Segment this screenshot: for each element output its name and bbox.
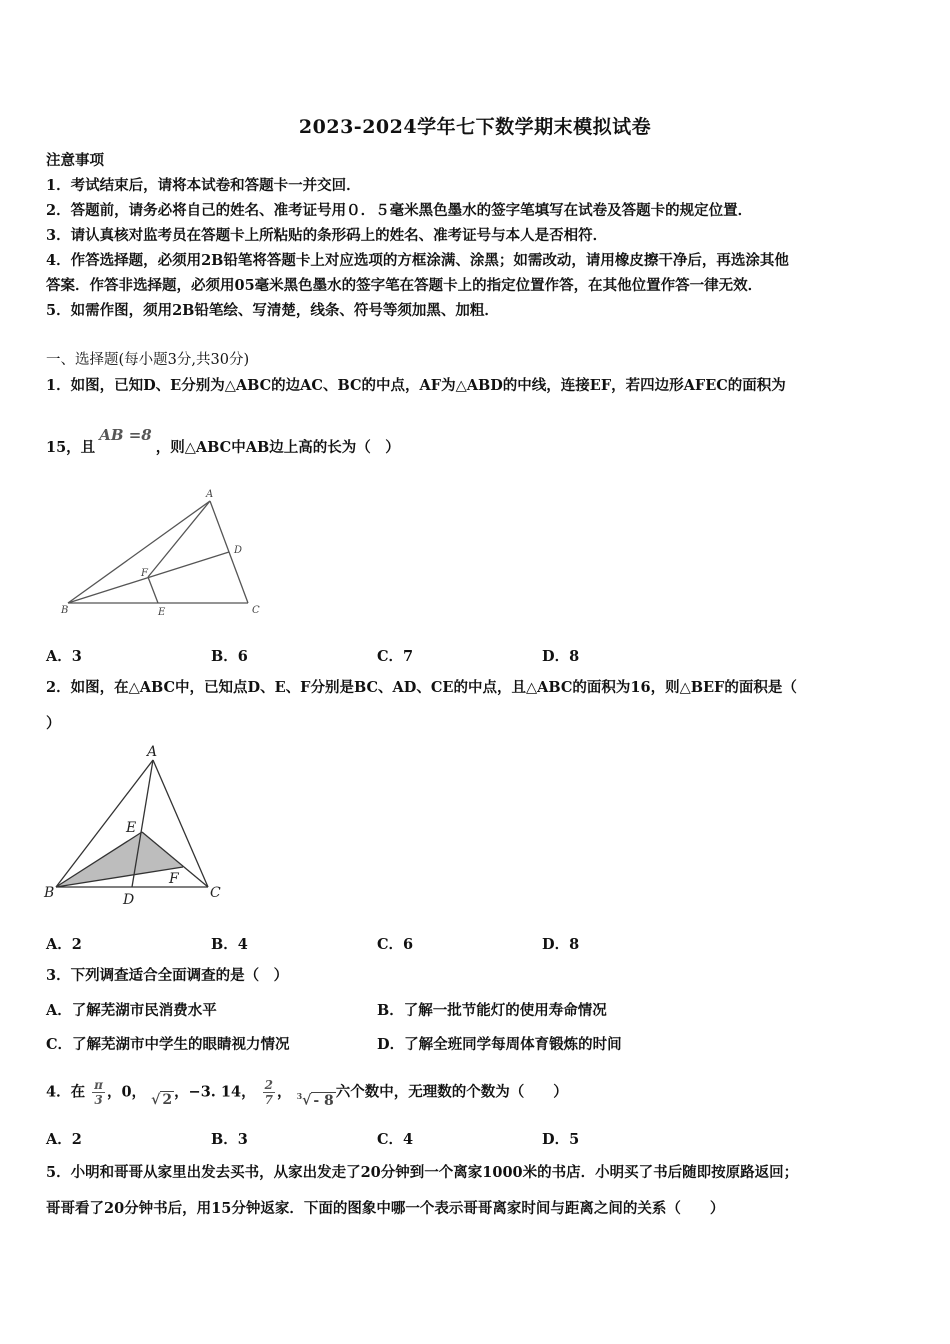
q4-option-c: C．4 bbox=[377, 1131, 414, 1148]
q2-option-c: C．6 bbox=[377, 936, 414, 953]
q3-option-d: D．了解全班同学每周体育锻炼的时间 bbox=[377, 1036, 622, 1053]
q2-text: 2．如图，在△ABC中，已知点D、E、F分别是BC、AD、CE的中点，且△ABC的面积为16，则△BEF的面积是（ bbox=[46, 679, 797, 696]
notice-item: 4．作答选择题，必须用2B铅笔将答题卡上对应选项的方框涂满、涂黑；如需改动，请用橡皮擦干净后，再选涂其他 bbox=[46, 252, 789, 269]
q4-option-d: D．5 bbox=[542, 1131, 580, 1148]
q4-option-a: A．2 bbox=[46, 1131, 82, 1148]
q1-option-d: D．8 bbox=[542, 648, 580, 665]
q5-text-line2: 哥哥看了20分钟书后，用15分钟返家．下面的图象中哪一个表示哥哥离家时间与距离之间的关系（ ） bbox=[46, 1200, 725, 1217]
q2-label-b: B bbox=[44, 885, 55, 901]
q4-suffix: 六个数中，无理数的个数为（ ） bbox=[335, 1083, 568, 1101]
q3-option-b: B．了解一批节能灯的使用寿命情况 bbox=[377, 1002, 607, 1019]
q4-text bbox=[46, 1070, 568, 1115]
q1-label-a: A bbox=[206, 489, 214, 500]
q1-label-f: F bbox=[141, 568, 148, 579]
q2-text-line2: ） bbox=[46, 715, 61, 732]
q1-label-d: D bbox=[234, 545, 243, 556]
q4-separator: ，0， bbox=[106, 1083, 147, 1101]
q1-segment-fe bbox=[148, 577, 158, 603]
q5-text: 5．小明和哥哥从家里出发去买书，从家出发走了20分钟到一个离家1000米的书店．小明买了书后随即按原路返回； bbox=[46, 1164, 799, 1181]
q1-edge-ab bbox=[68, 501, 210, 603]
q2-label-d: D bbox=[123, 892, 135, 908]
q1-option-c: C．7 bbox=[377, 648, 414, 665]
q2-label-f: F bbox=[169, 871, 179, 887]
q1-label-e: E bbox=[158, 607, 166, 618]
q4-cube-root-neg-8: $^3$√ - 8 bbox=[296, 1091, 334, 1109]
q2-shaded-triangle-bef bbox=[56, 832, 183, 887]
notice-item: 3．请认真核对监考员在答题卡上所粘贴的条形码上的姓名、准考证号与本人是否相符． bbox=[46, 227, 608, 244]
q4-fraction-2-over-7: $\frac{2}{7}$ bbox=[264, 1077, 273, 1107]
notice-item: 5．如需作图，须用2B铅笔绘、写清楚，线条、符号等须加黑、加粗． bbox=[46, 302, 499, 319]
q3-option-c: C．了解芜湖市中学生的眼睛视力情况 bbox=[46, 1036, 290, 1053]
q1-prefix: 15，且 bbox=[46, 439, 96, 456]
q1-label-c: C bbox=[252, 605, 260, 616]
q4-fraction-pi-over-3: $\frac{\pi}{3}$ bbox=[94, 1077, 103, 1107]
notice-heading: 注意事项 bbox=[46, 152, 104, 169]
q1-text-line2 bbox=[46, 426, 400, 458]
q1-math-ab: AB =8 bbox=[99, 426, 152, 444]
q1-suffix: ，则△ABC中AB边上高的长为（ ） bbox=[155, 439, 400, 456]
q4-separator: ， bbox=[277, 1083, 292, 1101]
q1-label-b: B bbox=[61, 605, 69, 616]
q2-label-a: A bbox=[147, 744, 158, 760]
q1-option-a: A．3 bbox=[46, 648, 82, 665]
q4-sqrt-2: √ 2 bbox=[151, 1092, 173, 1109]
q2-label-c: C bbox=[210, 885, 221, 901]
q2-option-d: D．8 bbox=[542, 936, 580, 953]
notice-item: 答案．作答非选择题，必须用05毫米黑色墨水的签字笔在答题卡上的指定位置作答，在其他位置作答一律无效． bbox=[46, 277, 763, 294]
q1-text: 1．如图，已知D、E分别为△ABC的边AC、BC的中点，AF为△ABD的中线，连接EF，若四边形AFEC的面积为 bbox=[46, 377, 786, 394]
q3-option-a: A．了解芜湖市民消费水平 bbox=[46, 1002, 217, 1019]
notice-item: 2．答题前，请务必将自己的姓名、准考证号用０．５毫米黑色墨水的签字笔填写在试卷及答题卡的规定位置． bbox=[46, 202, 753, 219]
q2-option-b: B．4 bbox=[211, 936, 248, 953]
q1-option-b: B．6 bbox=[211, 648, 248, 665]
q3-text: 3．下列调查适合全面调查的是（ ） bbox=[46, 967, 289, 984]
q2-figure bbox=[38, 740, 238, 910]
q2-option-a: A．2 bbox=[46, 936, 82, 953]
q4-option-b: B．3 bbox=[211, 1131, 248, 1148]
q4-prefix: 4．在 bbox=[46, 1083, 86, 1101]
q4-separator: ，−3. 14， bbox=[174, 1083, 256, 1101]
section-heading: 一、选择题(每小题3分,共30分) bbox=[46, 352, 250, 368]
q1-figure bbox=[58, 483, 278, 623]
notice-item: 1．考试结束后，请将本试卷和答题卡一并交回． bbox=[46, 177, 361, 194]
q2-label-e: E bbox=[126, 820, 137, 836]
page-title: 2023-2024学年七下数学期末模拟试卷 bbox=[298, 116, 652, 138]
